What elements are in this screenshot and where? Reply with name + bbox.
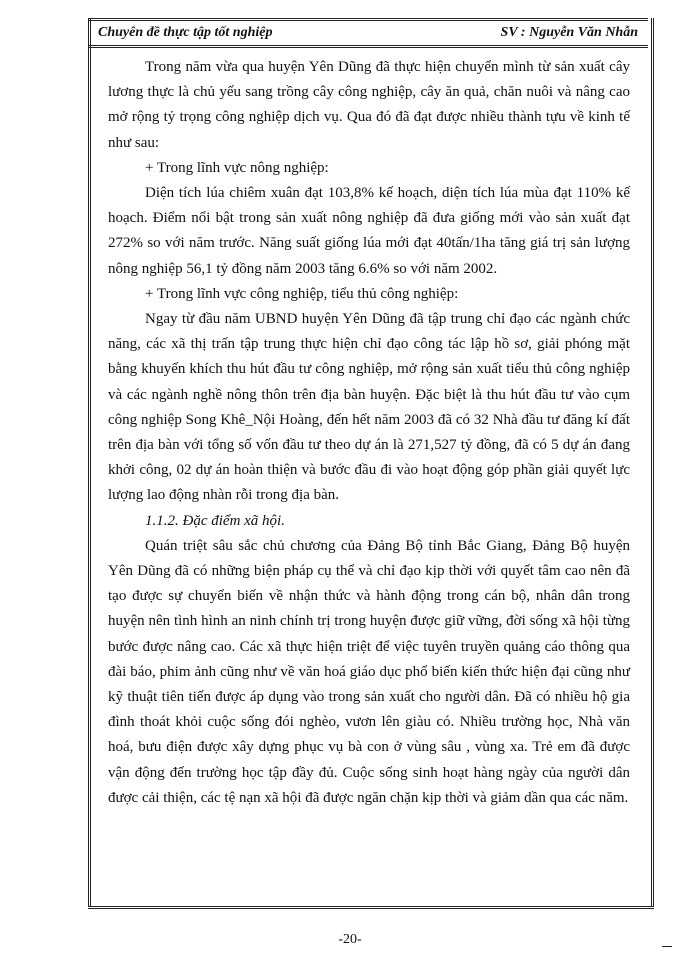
header-title: Chuyên đề thực tập tốt nghiệp	[98, 25, 273, 40]
page-number: -20-	[338, 932, 362, 947]
page-header	[88, 18, 648, 48]
paragraph-industry: Ngay từ đầu năm UBND huyện Yên Dũng đã tập trung chỉ đạo các ngành chức năng, các xã thị trấn tập trung thực hiện chỉ đạo công tác lập hồ sơ, giải phóng mặt bằng khuyến khích thu hút đầu tư công nghiệp, mở rộng sản xuất tiểu thủ công nghiệp và các ngành nghề nông thôn trên địa bàn huyện. Đặc biệt là thu hút đầu tư vào cụm công nghiệp Song Khê_Nội Hoàng, đến hết năm 2003 đã có 32 Nhà đầu tư đăng kí đất trên địa bàn với tổng số vốn đầu tư theo dự án là 271,527 tỷ đồng, đã có 5 dự án đang khởi công, 02 dự án hoàn thiện và bước đầu đi vào hoạt động góp phần giải quyết lực lượng lao động nhàn rỗi trong địa bàn.	[108, 311, 630, 504]
section-label-agriculture: + Trong lĩnh vực nông nghiệp:	[145, 159, 329, 176]
section-heading-social: 1.1.2. Đặc điểm xã hội.	[145, 512, 285, 529]
paragraph-agriculture: Diện tích lúa chiêm xuân đạt 103,8% kế hoạch, diện tích lúa mùa đạt 110% kế hoạch. Điểm nổi bật trong sản xuất nông nghiệp đã đưa giống mới vào sản xuất đạt 272% so với năm trước. Năng suất giống lúa mới đạt 40tấn/1ha tăng giá trị sản lượng nông nghiệp 56,1 tỷ đồng năm 2003 tăng 6.6% so với năm 2002.	[108, 185, 630, 277]
paragraph-social: Quán triệt sâu sắc chủ chương của Đảng Bộ tỉnh Bắc Giang, Đảng Bộ huyện Yên Dũng đã có những biện pháp cụ thể và chỉ đạo kịp thời với quyết tâm cao nên đã tạo được sự chuyển biến về nhận thức và hành động trong cán bộ, nhân dân trong huyện nên tình hình an ninh chính trị trong huyện được giữ vững, đời sống xã hội từng bước được nâng cao. Các xã thực hiện triệt để việc tuyên truyền quảng cáo thông qua đài báo, phim ảnh cũng như về văn hoá giáo dục phổ biến kiến thức hiện đại cũng như kỹ thuật tiên tiến được áp dụng vào trong sản xuất cho người dân. Đã có nhiều hộ gia đình thoát khỏi cuộc sống đói nghèo, vươn lên giàu có. Nhiều trường học, Nhà văn hoá, bưu điện được xây dựng phục vụ bà con ở vùng sâu , vùng xa. Trẻ em đã được vận động đến trường học tập đầy đủ. Cuộc sống sinh hoạt hàng ngày của người dân được cải thiện, các tệ nạn xã hội đã được ngăn chặn kịp thời và giảm dần qua các năm.	[108, 537, 630, 806]
page-bottom-rule	[88, 906, 654, 909]
section-label-industry: + Trong lĩnh vực công nghiệp, tiểu thủ công nghiệp:	[145, 285, 459, 302]
body-text	[108, 55, 630, 811]
paragraph-intro: Trong năm vừa qua huyện Yên Dũng đã thực hiện chuyển mình từ sản xuất cây lương thực là chủ yếu sang trồng cây công nghiệp, cây ăn quả, chăn nuôi và nâng cao mở rộng tỷ trọng công nghiệp dịch vụ. Qua đó đã đạt được nhiều thành tựu về kinh tế như sau:	[108, 59, 630, 151]
header-author: SV : Nguyễn Văn Nhẫn	[500, 25, 638, 40]
corner-mark	[662, 946, 672, 947]
